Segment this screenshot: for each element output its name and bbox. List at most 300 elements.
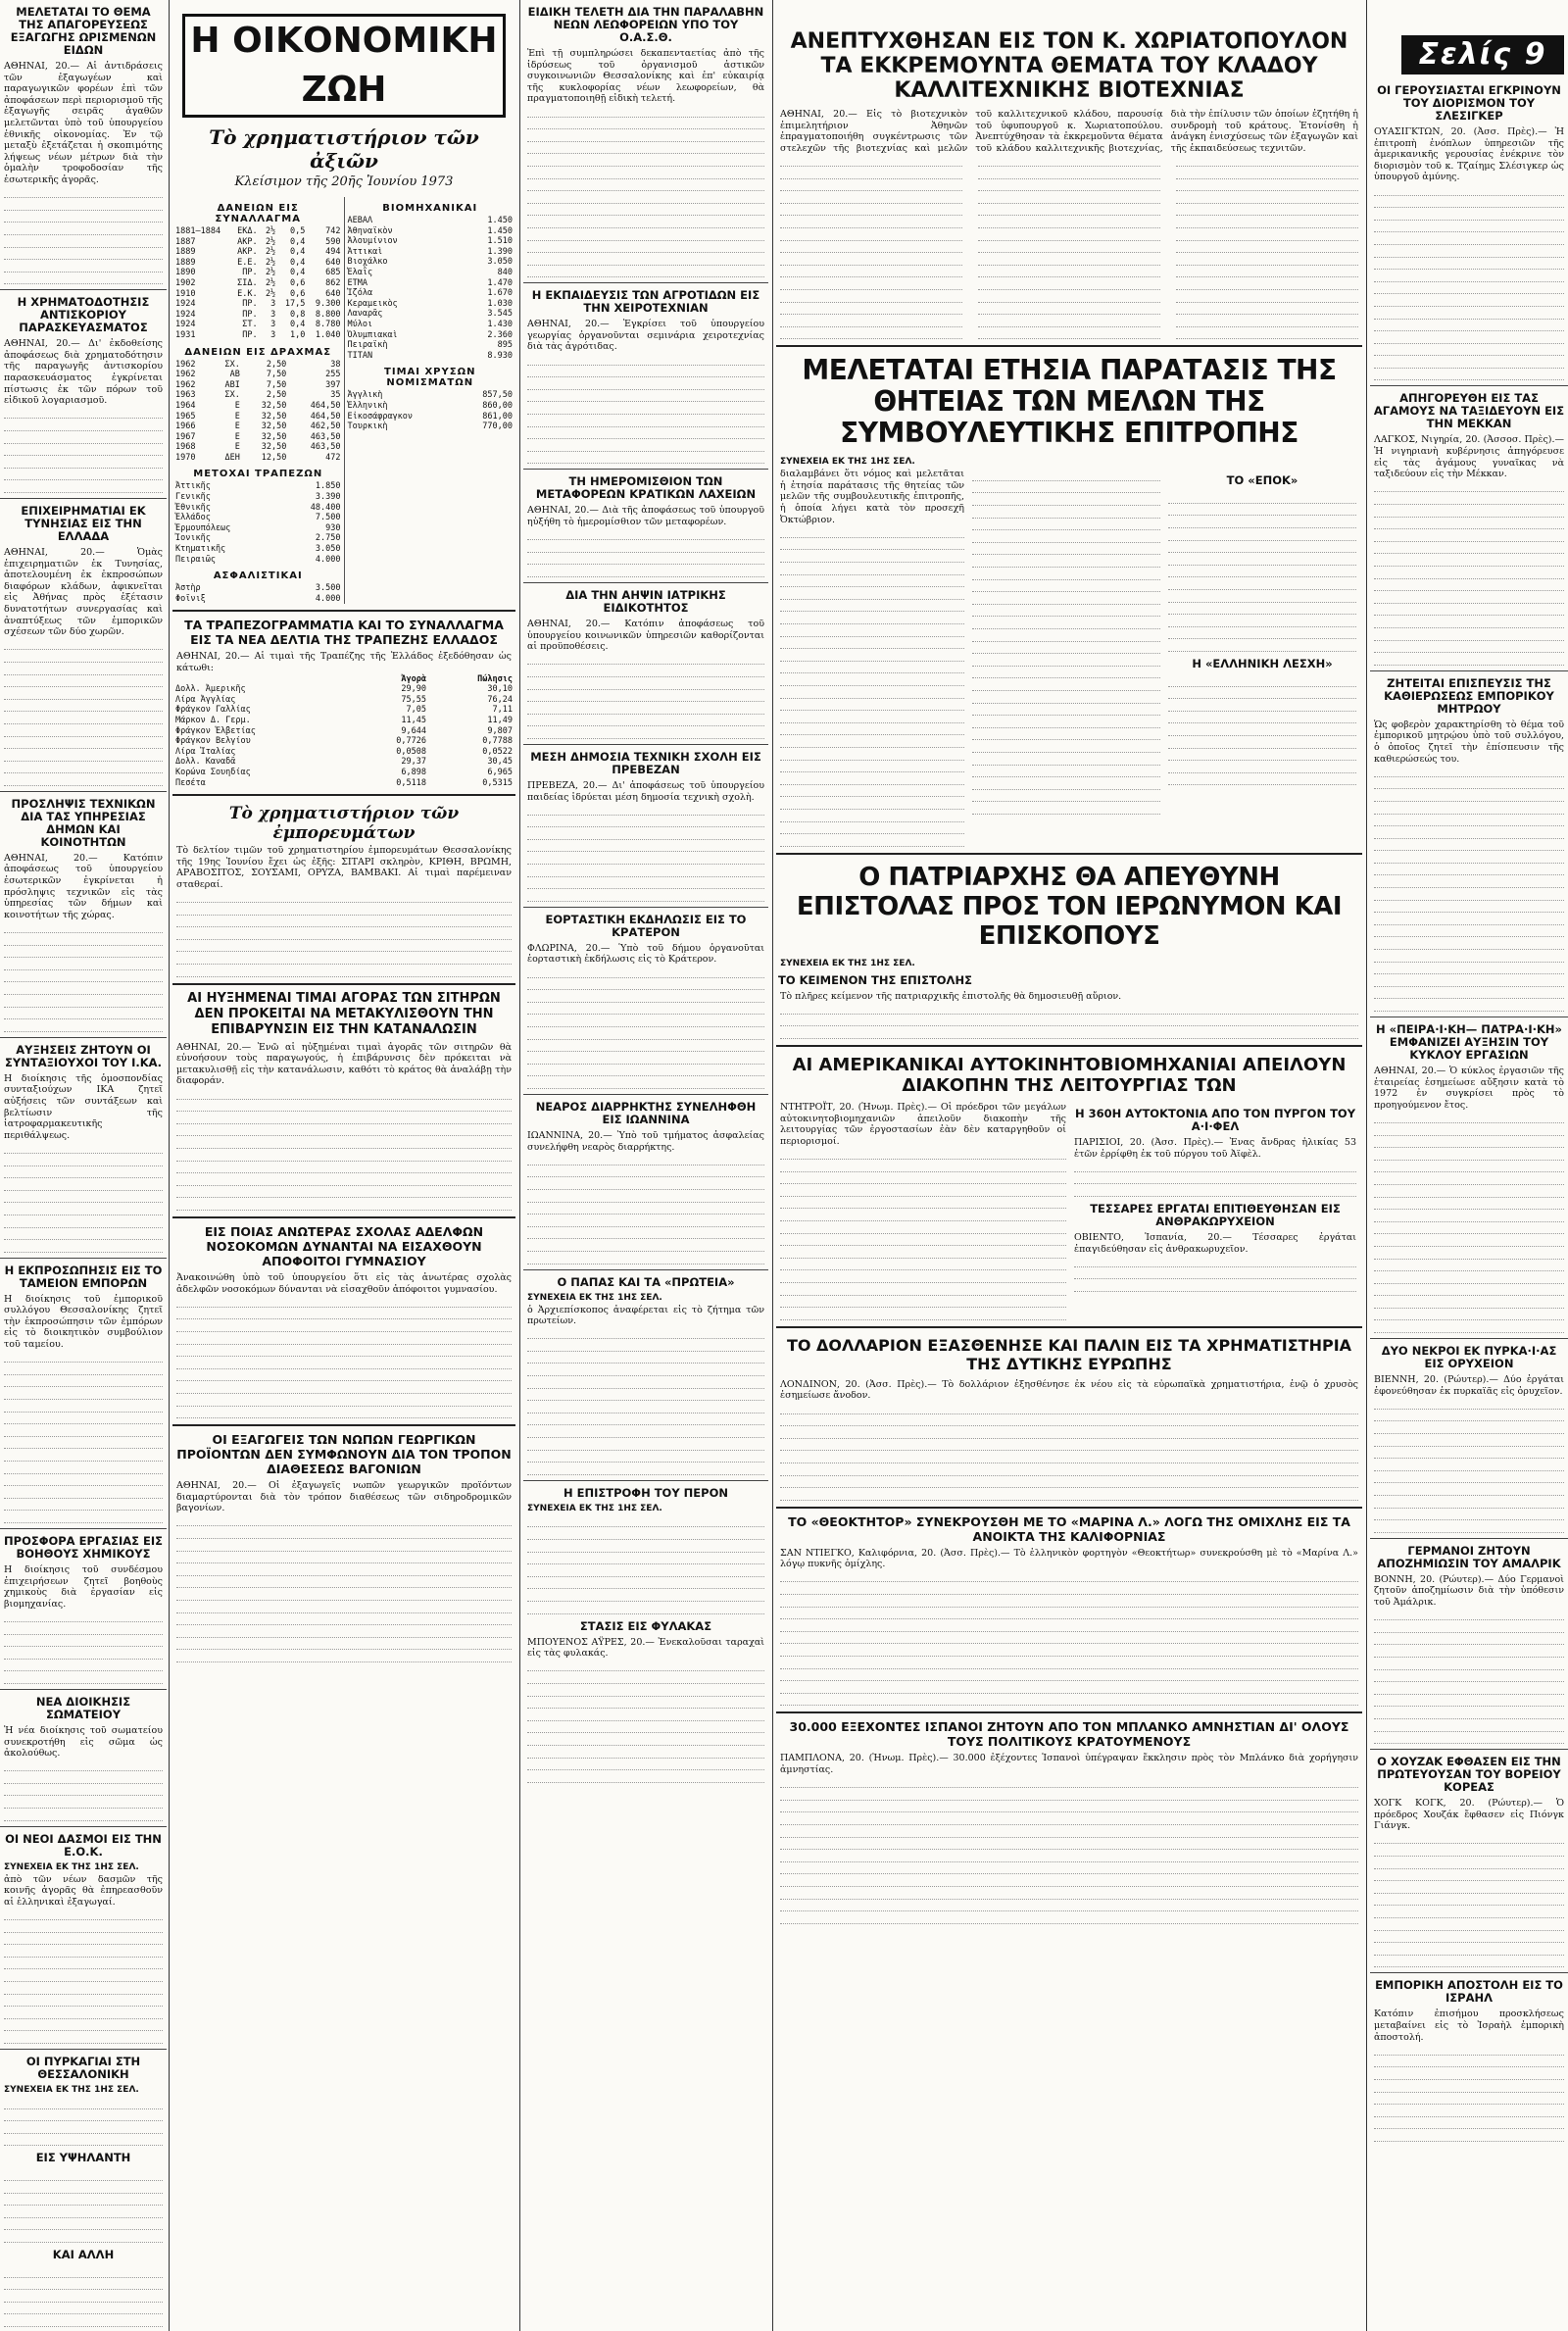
divider xyxy=(523,582,768,583)
headline: Ο ΠΑΤΡΙΑΡΧΗΣ ΘΑ ΑΠΕΥΘΥΝΗ ΕΠΙΣΤΟΛΑΣ ΠΡΟΣ ΤΟΝ ΙΕΡΩΝΥΜΟΝ ΚΑΙ ΕΠΙΣΚΟΠΟΥΣ xyxy=(796,862,1343,951)
stock-right xyxy=(344,197,516,604)
headline: 30.000 ΕΞΕΧΟΝΤΕΣ ΙΣΠΑΝΟΙ ΖΗΤΟΥΝ ΑΠΟ ΤΟΝ ΜΠΛΑΝΚΟ ΑΜΝΗΣΤΙΑΝ ΔΙ' ΟΛΟΥΣ ΤΟΥΣ ΠΟΛΙΤΙΚΟΥΣ ΚΡΑΤΟΥΜΕΝΟΥΣ xyxy=(789,1719,1349,1750)
text-lines xyxy=(4,1141,163,1252)
table-cell: 1.470 xyxy=(487,277,513,288)
table-cell: 7,50 xyxy=(266,370,287,380)
headline: ΤΗ ΗΜΕΡΟΜΙΣΘΙΟΝ ΤΩΝ ΜΕΤΑΦΟΡΕΩΝ ΚΡΑΤΙΚΩΝ ΛΑΧΕΙΩΝ xyxy=(535,474,757,502)
article-text: ὁ Ἀρχιεπίσκοπος ἀναφέρεται εἰς τὸ ζήτημα τῶν πρωτείων. xyxy=(527,1304,764,1327)
table-row xyxy=(345,247,516,258)
table-cell: 464,50 xyxy=(310,400,341,411)
table-cell: ΑΒ xyxy=(229,370,240,380)
table-cell: 1965 xyxy=(175,411,196,422)
column-rule xyxy=(169,0,170,2331)
table-cell: 2.360 xyxy=(487,329,513,340)
text-column xyxy=(1070,1102,1360,1320)
text-lines xyxy=(780,1402,1358,1501)
table-row xyxy=(172,492,344,503)
table-cell: 1963 xyxy=(175,390,196,401)
table-row xyxy=(172,237,344,248)
table-cell: 2½ xyxy=(265,257,276,268)
table-row xyxy=(172,299,344,310)
table-row xyxy=(172,268,344,278)
divider xyxy=(523,282,768,283)
table-cell: 0,7726 xyxy=(396,736,427,747)
table-cell: 30,10 xyxy=(487,684,513,695)
headline: ΤΕΣΣΑΡΕΣ ΕΡΓΑΤΑΙ ΕΠΙΤΙΘΕΥΘΗΣΑΝ ΕΙΣ ΑΝΘΡΑΚΩΡΥΧΕΙΟΝ xyxy=(1090,1202,1341,1229)
text-lines xyxy=(4,407,163,493)
table-cell: ΠΡ. xyxy=(242,299,258,310)
table-cell: 1890 xyxy=(175,268,196,278)
thiteia-body xyxy=(776,469,1362,846)
table-cell: Ἑλλάδος xyxy=(175,513,211,523)
continuation-label: ΣΥΝΕΧΕΙΑ ΕΚ ΤΗΣ 1ΗΣ ΣΕΛ. xyxy=(4,2084,139,2095)
headline: Η ΕΠΙΣΤΡΟΦΗ ΤΟΥ ΠΕΡΟΝ xyxy=(564,1485,728,1500)
divider xyxy=(0,289,167,290)
table-cell: 3.545 xyxy=(487,309,513,320)
text-lines xyxy=(780,154,1358,339)
text-lines xyxy=(1374,1832,1564,1968)
table-cell: 590 xyxy=(325,236,341,247)
table-row xyxy=(172,726,515,737)
column-header: Ἀγορὰ xyxy=(401,673,427,684)
table-row xyxy=(172,583,344,594)
table-cell: 640 xyxy=(325,288,341,299)
article-text: ἀπὸ τῶν νέων δασμῶν τῆς κοινῆς ἀγορᾶς θὰ ἐπηρεασθοῦν αἱ ἐλληνικαὶ ἐξαγωγαί. xyxy=(4,1873,163,1908)
table-cell: 4.000 xyxy=(315,554,341,565)
table-row xyxy=(345,236,516,247)
table-cell: 1931 xyxy=(175,329,196,340)
table-cell: Ἀγγλικὴ xyxy=(347,390,383,401)
subheadline: ΤΟ ΚΕΙΜΕΝΟΝ ΤΗΣ ΕΠΙΣΤΟΛΗΣ xyxy=(778,972,972,987)
table-row xyxy=(172,453,344,464)
table-cell: Γενικῆς xyxy=(175,492,211,503)
table-cell: 860,00 xyxy=(482,400,513,411)
headline: ΜΕΣΗ ΔΗΜΟΣΙΑ ΤΕΧΝΙΚΗ ΣΧΟΛΗ ΕΙΣ ΠΡΕΒΕΖΑΝ xyxy=(530,749,761,776)
table-cell: 3 xyxy=(270,320,276,330)
headline: ΑΙ ΗΥΞΗΜΕΝΑΙ ΤΙΜΑΙ ΑΓΟΡΑΣ ΤΩΝ ΣΙΤΗΡΩΝ ΔΕΝ ΠΡΟΚΕΙΤΑΙ ΝΑ ΜΕΤΑΚΥΛΙΣΘΟΥΝ ΤΗΝ ΕΠΙΒΑΡΥΝΣΙΝ ΕΙΣ ΤΗΝ ΚΑΤΑΝΑΛΩΣΙΝ xyxy=(187,990,501,1037)
text-lines xyxy=(527,966,764,1089)
article-text: ΑΘΗΝΑΙ, 20.— Κατόπιν ἀποφάσεως τοῦ ὑπουργείου κοινωνικῶν ὑπηρεσιῶν καθορίζονται αἱ προϋποθέσεις. xyxy=(527,618,764,653)
table-cell: Ἀττικαὶ xyxy=(347,246,383,257)
table-cell: Φράγκον Βελγίου xyxy=(175,736,251,747)
text-lines xyxy=(176,1295,512,1418)
table-cell: Ἐλαῒς xyxy=(347,267,373,277)
divider xyxy=(523,907,768,908)
table-cell: 48.400 xyxy=(310,502,341,513)
divider xyxy=(0,1037,167,1038)
text-lines xyxy=(176,1514,512,1662)
divider xyxy=(0,791,167,792)
loans-drachma-table xyxy=(172,360,344,464)
headline: ΠΡΟΣΛΗΨΙΣ ΤΕΧΝΙΚΩΝ ΔΙΑ ΤΑΣ ΥΠΗΡΕΣΙΑΣ ΔΗΜΩΝ ΚΑΙ ΚΟΙΝΟΤΗΤΩΝ xyxy=(11,796,156,849)
table-cell: 1887 xyxy=(175,236,196,247)
table-row xyxy=(172,768,515,778)
table-cell: Ε xyxy=(234,411,240,422)
section-masthead: Η ΟΙΚΟΝΟΜΙΚΗ ΖΩΗ xyxy=(182,14,506,118)
table-title: ΑΣΦΑΛΙΣΤΙΚΑΙ xyxy=(213,570,303,582)
table-row xyxy=(345,278,516,289)
table-cell: 1.670 xyxy=(487,288,513,299)
divider xyxy=(523,1094,768,1095)
text-column xyxy=(968,469,1164,846)
table-row xyxy=(172,523,344,534)
table-cell: 1968 xyxy=(175,442,196,453)
table-cell: 2½ xyxy=(265,268,276,278)
table-cell: 464,50 xyxy=(310,411,341,422)
table-row xyxy=(345,412,516,422)
table-title: ΔΑΝΕΙΩΝ ΕΙΣ ΣΥΝΑΛΛΑΓΜΑ xyxy=(215,203,301,224)
table-cell: 1902 xyxy=(175,277,196,288)
section-subtitle: Τὸ χρηματιστήριον τῶν ἀξιῶν xyxy=(209,125,479,173)
table-cell: 3 xyxy=(270,329,276,340)
table-row xyxy=(172,705,515,716)
article-text: ΒΟΝΝΗ, 20. (Ρώυτερ).— Δύο Γερμανοὶ ζητοῦν ἀποζημίωσιν διὰ τὴν ὑπόθεσιν τοῦ Ἀμάλρικ. xyxy=(1374,1573,1564,1608)
divider xyxy=(172,794,515,796)
table-cell: Φράγκον Γαλλίας xyxy=(175,705,251,716)
table-cell: ΣΤ. xyxy=(242,320,258,330)
table-cell: 1910 xyxy=(175,288,196,299)
table-cell: 1962 xyxy=(175,370,196,380)
section-date: Κλείσιμον τῆς 20ῆς Ἰουνίου 1973 xyxy=(234,174,454,189)
table-row xyxy=(172,503,344,514)
text-lines xyxy=(1374,480,1564,666)
table-cell: 12,50 xyxy=(261,452,287,463)
article-text: ΑΘΗΝΑΙ, 20.— Αἱ τιμαὶ τῆς Τραπέζης τῆς Ἑλλάδος ἐξεδόθησαν ὡς κάτωθι: xyxy=(176,651,512,673)
divider xyxy=(776,1045,1362,1047)
table-title: ΤΙΜΑΙ ΧΡΥΣΩΝ ΝΟΜΙΣΜΑΤΩΝ xyxy=(384,367,476,389)
text-lines xyxy=(1168,491,1356,652)
headline: ΑΠΗΓΟΡΕΥΘΗ ΕΙΣ ΤΑΣ ΑΓΑΜΟΥΣ ΝΑ ΤΑΞΙΔΕΥΟΥΝ ΕΙΣ ΤΗΝ ΜΕΚΚΑΝ xyxy=(1373,391,1565,431)
table-cell: 32,50 xyxy=(261,442,287,453)
text-lines xyxy=(1374,1111,1564,1333)
headline: ΔΥΟ ΝΕΚΡΟΙ ΕΚ ΠΥΡΚΑ·Ι·ΑΣ ΕΙΣ ΟΡΥΧΕΙΟΝ xyxy=(1381,1344,1557,1371)
table-row xyxy=(172,757,515,768)
table-cell: ΠΡ. xyxy=(242,309,258,320)
table-cell: 463,50 xyxy=(310,442,341,453)
article-text: ΑΘΗΝΑΙ, 20.— Οἱ ἐξαγωγεῖς νωπῶν γεωργικῶν προϊόντων διαμαρτύρονται διὰ τὸν τρόπον διαθέσεως τῶν σιδηροδρομικῶν βαγονίων. xyxy=(176,1480,512,1514)
table-cell: 1881—1884 xyxy=(175,226,221,236)
table-cell: 1962 xyxy=(175,359,196,370)
table-row xyxy=(172,330,344,341)
text-lines xyxy=(527,803,764,902)
table-row xyxy=(345,340,516,351)
divider xyxy=(1370,670,1568,671)
table-cell: 0,4 xyxy=(290,257,306,268)
table-cell: ΑΚΡ. xyxy=(237,236,258,247)
headline: ΓΕΡΜΑΝΟΙ ΖΗΤΟΥΝ ΑΠΟΖΗΜΙΩΣΙΝ ΤΟΥ ΑΜΑΛΡΙΚ xyxy=(1377,1543,1561,1570)
table-cell: ΠΡ. xyxy=(242,329,258,340)
divider xyxy=(0,1826,167,1827)
table-cell: 4.000 xyxy=(315,593,341,604)
table-title: ΔΑΝΕΙΩΝ ΕΙΣ ΔΡΑΧΜΑΣ xyxy=(184,346,332,358)
column-4 xyxy=(776,0,1362,2331)
text-lines xyxy=(4,2168,163,2243)
table-cell: Δολλ. Ἀμερικῆς xyxy=(175,684,246,695)
table-cell: Ἰζόλα xyxy=(347,288,373,299)
table-cell: 0,7788 xyxy=(482,736,513,747)
article-text: ΑΘΗΝΑΙ, 20.— Δι' ἐκδοθείσης ἀποφάσεως διὰ χρηματοδότησιν τῆς παραγωγῆς ἀντισκορίου παρασκευάσματος ἐγκρίνεται πίστωσις ἐκ τῶν πόρων τοῦ εἰδικοῦ λογαριασμοῦ. xyxy=(4,338,163,407)
subheadline: ΣΤΑΣΙΣ ΕΙΣ ΦΥΛΑΚΑΣ xyxy=(579,1618,712,1633)
table-cell: Ἀττικῆς xyxy=(175,481,211,492)
divider xyxy=(776,1507,1362,1509)
divider xyxy=(523,1269,768,1270)
table-cell: Κορώνα Σουηδίας xyxy=(175,767,251,777)
text-column xyxy=(776,1102,1070,1320)
table-cell: 0,0508 xyxy=(396,746,427,757)
headline: ΕΟΡΤΑΣΤΙΚΗ ΕΚΔΗΛΩΣΙΣ ΕΙΣ ΤΟ ΚΡΑΤΕΡΟΝ xyxy=(545,912,747,939)
article-text: ΛΟΝΔΙΝΟΝ, 20. (Ἀσσ. Πρὲς).— Τὸ δολλάριον ἐξησθένησε ἐκ νέου εἰς τὰ εὐρωπαϊκὰ χρηματιστήρια, ἐνῷ ὁ χρυσὸς ἐσημείωσε ἄνοδον. xyxy=(780,1378,1358,1402)
table-row xyxy=(172,594,344,605)
table-cell: 472 xyxy=(325,452,341,463)
article-text: Ἡ νέα διοίκησις τοῦ σωματείου συνεκροτήθη εἰς σῶμα ὡς ἀκολούθως. xyxy=(4,1724,163,1760)
text-lines xyxy=(1074,1255,1356,1292)
table-cell: 640 xyxy=(325,257,341,268)
headline: ΟΙ ΕΞΑΓΩΓΕΙΣ ΤΩΝ ΝΩΠΩΝ ΓΕΩΡΓΙΚΩΝ ΠΡΟΪΟΝΤΩΝ ΔΕΝ ΣΥΜΦΩΝΟΥΝ ΔΙΑ ΤΟΝ ΤΡΟΠΟΝ ΔΙΑΘΕΣΕΩΣ ΒΑΓΟΝΙΩΝ xyxy=(176,1432,512,1477)
article-text: ΠΑΡΙΣΙΟΙ, 20. (Ἀσσ. Πρὲς).— Ἐνας ἄνδρας ἡλικίας 53 ἐτῶν ἐρρίφθη ἐκ τοῦ πύργου τοῦ Ἀϊφὲλ. xyxy=(1074,1137,1356,1160)
table-cell: 857,50 xyxy=(482,390,513,401)
divider xyxy=(776,345,1362,347)
divider xyxy=(523,744,768,745)
divider xyxy=(1370,1972,1568,1973)
table-row xyxy=(345,257,516,268)
column-rule xyxy=(772,0,773,2331)
table-cell: 17,5 xyxy=(284,299,306,310)
text-lines xyxy=(1168,674,1356,785)
article-text: ΟΒΙΕΝΤΟ, Ἱσπανία, 20.— Τέσσαρες ἐργάται ἐπαγιδεύθησαν εἰς ἀνθρακωρυχεῖον. xyxy=(1074,1232,1356,1255)
table-row xyxy=(172,401,344,412)
table-cell: 9.300 xyxy=(315,299,341,310)
table-cell: 930 xyxy=(325,522,341,533)
text-column xyxy=(776,469,968,846)
table-row xyxy=(172,442,344,453)
table-cell: Λίρα Ἰταλίας xyxy=(175,746,236,757)
table-cell: Φοῖνιξ xyxy=(175,593,206,604)
table-cell: Ἑρμουπόλεως xyxy=(175,522,231,533)
exchange-rates-table xyxy=(172,674,515,789)
continuation-label: ΣΥΝΕΧΕΙΑ ΕΚ ΤΗΣ 1ΗΣ ΣΕΛ. xyxy=(527,1292,662,1303)
continuation-label: ΣΥΝΕΧΕΙΑ ΕΚ ΤΗΣ 1ΗΣ ΣΕΛ. xyxy=(780,457,915,468)
headline: ΕΙΣ ΠΟΙΑΣ ΑΝΩΤΕΡΑΣ ΣΧΟΛΑΣ ΑΔΕΛΦΩΝ ΝΟΣΟΚΟΜΩΝ ΔΥΝΑΝΤΑΙ ΝΑ ΕΙΣΑΧΘΟΥΝ ΑΠΟΦΟΙΤΟΙ ΓΥΜΝΑΣΙΟΥ xyxy=(204,1223,484,1268)
text-lines xyxy=(4,2097,163,2146)
table-cell: 3.050 xyxy=(315,544,341,555)
article-text: ΑΘΗΝΑΙ, 20.— Ἐνῶ αἱ ηὐξημέναι τιμαὶ ἀγορᾶς τῶν σιτηρῶν θὰ εὐνοήσουν τοὺς παραγωγούς, ἡ ἐπιβάρυνσις δὲν πρόκειται νὰ μετακυλισθῇ εἰς τὴν κατανάλωσιν, καθότι τὸ κράτος θὰ ἀναλάβῃ τὴν διαφοράν. xyxy=(176,1041,512,1087)
text-lines xyxy=(527,105,764,277)
table-row xyxy=(345,309,516,320)
text-lines xyxy=(4,920,163,1031)
table-cell: Ἑλληνικὴ xyxy=(347,400,388,411)
divider xyxy=(776,1326,1362,1328)
text-lines-block xyxy=(776,154,1362,339)
table-cell: 2½ xyxy=(265,226,276,236)
table-row xyxy=(172,422,344,432)
text-lines xyxy=(1374,2043,1564,2142)
table-cell: 2,50 xyxy=(266,390,287,401)
table-row xyxy=(172,513,344,523)
table-row xyxy=(172,310,344,321)
table-cell: 0,4 xyxy=(290,268,306,278)
table-cell: 1967 xyxy=(175,431,196,442)
auto-body xyxy=(776,1102,1362,1320)
divider xyxy=(1370,1338,1568,1339)
table-row xyxy=(172,247,344,258)
headline: Η ΕΚΠΡΟΣΩΠΗΣΙΣ ΕΙΣ ΤΟ ΤΑΜΕΙΟΝ ΕΜΠΟΡΩΝ xyxy=(4,1263,163,1290)
table-cell: Ε.Ε. xyxy=(237,257,258,268)
table-cell: 2.750 xyxy=(315,533,341,544)
headline: Η ΕΚΠΑΙΔΕΥΣΙΣ ΤΩΝ ΑΓΡΟΤΙΔΩΝ ΕΙΣ ΤΗΝ ΧΕΙΡΟΤΕΧΝΙΑΝ xyxy=(531,288,760,316)
text-lines xyxy=(780,525,964,846)
divider xyxy=(776,853,1362,855)
article-text: Ἐπὶ τῇ συμπληρώσει δεκαπενταετίας ἀπὸ τῆς ἱδρύσεως τοῦ ὀργανισμοῦ ἀστικῶν συγκοινωνιῶν Θεσσαλονίκης καὶ ἐπ' εὐκαιρίᾳ τῆς κυκλοφορίας νέων λεωφορείων, θὰ πραγματοποιηθῇ εἰδικὴ τελετή. xyxy=(527,48,764,105)
table-cell: 11,45 xyxy=(401,715,427,725)
table-row xyxy=(345,390,516,401)
text-lines xyxy=(527,1327,764,1475)
table-row xyxy=(345,330,516,341)
table-row xyxy=(172,684,515,695)
column-2 xyxy=(172,0,515,2331)
headline: ΟΙ ΠΥΡΚΑΓΙΑΙ ΣΤΗ ΘΕΣΣΑΛΟΝΙΚΗ xyxy=(25,2054,141,2081)
table-cell: 0,6 xyxy=(290,288,306,299)
subheadline: ΤΟ «ΕΠΟΚ» xyxy=(1226,473,1298,488)
table-cell: 1.430 xyxy=(487,319,513,329)
table-cell: ΠΡ. xyxy=(242,268,258,278)
subheadline: ΕΙΣ ΥΨΗΛΑΝΤΗ xyxy=(35,2151,131,2165)
article-text: ΑΘΗΝΑΙ, 20.— Διὰ τῆς ἀποφάσεως τοῦ ὑπουργοῦ ηὐξήθη τὸ ἡμερομίσθιον τῶν μεταφορέων. xyxy=(527,505,764,527)
text-lines xyxy=(780,1776,1358,1924)
headline: Η ΧΡΗΜΑΤΟΔΟΤΗΣΙΣ ΑΝΤΙΣΚΟΡΙΟΥ ΠΑΡΑΣΚΕΥΑΣΜΑΤΟΣ xyxy=(17,295,150,335)
article-text: Τὸ πλῆρες κείμενον τῆς πατριαρχικῆς ἐπιστολῆς θὰ δημοσιευθῇ αὔριον. xyxy=(780,990,1122,1002)
text-lines xyxy=(1374,1397,1564,1533)
table-cell: Μύλοι xyxy=(347,319,373,329)
table-cell: 7,05 xyxy=(406,705,427,716)
text-lines xyxy=(780,1002,1358,1039)
table-cell: Τουρκικὴ xyxy=(347,422,388,432)
divider xyxy=(1370,385,1568,386)
gold-coins-table xyxy=(345,390,516,431)
table-row xyxy=(345,299,516,310)
table-cell: 32,50 xyxy=(261,422,287,432)
table-cell: 1,0 xyxy=(290,329,306,340)
article-text: ΦΛΩΡΙΝΑ, 20.— Ὑπὸ τοῦ δήμου ὀργανοῦται ἑορταστικὴ ἐκδήλωσις εἰς τὸ Κράτερον. xyxy=(527,942,764,966)
table-cell: 0,8 xyxy=(290,309,306,320)
table-cell: 7,50 xyxy=(266,379,287,390)
table-cell: 397 xyxy=(325,379,341,390)
article-text: ΑΘΗΝΑΙ, 20.— Εἰς τὸ βιοτεχνικὸν ἐπιμελητήριον Ἀθηνῶν ἐπραγματοποιήθη συγκέντρωσις τῶν στελεχῶν τῆς βιοτεχνίας καὶ μελῶν τοῦ καλλιτεχνικοῦ κλάδου, παρουσίᾳ τοῦ ὑφυπουργοῦ κ. Χωριατοπούλου. Ἀνεπτύχθησαν τὰ ἐκκρεμοῦντα θέματα τοῦ κλάδου καλλιτεχνικῆς βιοτεχνίας, διὰ τὴν ἐπίλυσιν τῶν ὁποίων ἐζητήθη ἡ συνδρομὴ τοῦ κράτους. Ἐτονίσθη ἡ ἀνάγκη ἐνισχύσεως τῶν ἐξαγωγῶν καὶ τῆς ἐκπαιδεύσεως τεχνιτῶν. xyxy=(780,109,1358,154)
table-cell: 1889 xyxy=(175,247,196,258)
divider xyxy=(172,610,515,612)
table-cell: Ἀστὴρ xyxy=(175,583,201,594)
table-cell: Κτηματικῆς xyxy=(175,544,226,555)
table-cell: 462,50 xyxy=(310,422,341,432)
headline: ΑΝΕΠΤΥΧΘΗΣΑΝ ΕΙΣ ΤΟΝ Κ. ΧΩΡΙΑΤΟΠΟΥΛΟΝ ΤΑ ΕΚΚΡΕΜΟΥΝΤΑ ΘΕΜΑΤΑ ΤΟΥ ΚΛΑΔΟΥ ΚΑΛΛΙΤΕΧΝΙΚΗΣ ΒΙΟΤΕΧΝΙΑΣ xyxy=(790,29,1348,103)
table-row xyxy=(345,320,516,330)
table-row xyxy=(345,422,516,432)
table-cell: Εἰκοσάφραγκον xyxy=(347,411,414,422)
article-text: ΑΘΗΝΑΙ, 20.— Αἱ ἀντιδράσεις τῶν ἐξαγωγέων καὶ παραγωγικῶν φορέων ἐπὶ τῶν ἀποφάσεων περὶ περιορισμοῦ τῆς ἐξαγωγῆς σειρᾶς ἀγαθῶν μελετῶνται ὑπὸ τοῦ ὑπουργείου ἐθνικῆς οἰκονομίας. Ἐν τῷ μεταξὺ ἐξετάζεται ἡ σκοπιμότης λήψεως νέων μέτρων διὰ τὴν ὁμαλὴν τροφοδοσίαν τῆς ἐσωτερικῆς ἀγορᾶς. xyxy=(4,61,163,185)
table-cell: 30,45 xyxy=(487,757,513,768)
table-cell: 2½ xyxy=(265,277,276,288)
table-row xyxy=(172,481,344,492)
table-row xyxy=(172,747,515,758)
table-cell: 2,50 xyxy=(266,359,287,370)
text-lines xyxy=(1374,1609,1564,1745)
headline: ΠΡΟΣΦΟΡΑ ΕΡΓΑΣΙΑΣ ΕΙΣ ΒΟΗΘΟΥΣ ΧΗΜΙΚΟΥΣ xyxy=(4,1533,163,1561)
table-header-row xyxy=(172,674,515,685)
table-cell: 1962 xyxy=(175,379,196,390)
table-cell: Ἐθνικῆς xyxy=(175,502,211,513)
table-row xyxy=(345,268,516,278)
table-cell: 463,50 xyxy=(310,431,341,442)
table-row xyxy=(345,351,516,362)
headline: Η 360Η ΑΥΤΟΚΤΟΝΙΑ ΑΠΟ ΤΟΝ ΠΥΡΓΟΝ ΤΟΥ Α·Ι·ΦΕΛ xyxy=(1074,1107,1356,1134)
table-cell: Βιοχάλκο xyxy=(347,257,388,268)
table-cell: 0,0522 xyxy=(482,746,513,757)
table-cell: 1964 xyxy=(175,400,196,411)
table-row xyxy=(345,226,516,237)
table-cell: 685 xyxy=(325,268,341,278)
table-row xyxy=(172,736,515,747)
stock-tables xyxy=(172,197,515,604)
table-cell: Ε xyxy=(234,431,240,442)
divider xyxy=(0,1258,167,1259)
table-cell: 895 xyxy=(497,340,513,351)
table-cell: 770,00 xyxy=(482,422,513,432)
headline: ΝΕΑΡΟΣ ΔΙΑΡΡΗΚΤΗΣ ΣΥΝΕΛΗΦΘΗ ΕΙΣ ΙΩΑΝΝΙΝΑ xyxy=(535,1099,757,1126)
headline: ΔΙΑ ΤΗΝ ΑΗΨΙΝ ΙΑΤΡΙΚΗΣ ΕΙΔΙΚΟΤΗΤΟΣ xyxy=(565,587,726,615)
table-cell: ΕΚΔ. xyxy=(237,226,258,236)
table-cell: Ε xyxy=(234,400,240,411)
article-text: ΒΙΕΝΝΗ, 20. (Ρώυτερ).— Δύο ἐργάται ἐφονεύθησαν ἐκ πυρκαϊᾶς εἰς ὀρυχεῖον. xyxy=(1374,1374,1564,1397)
subheadline: Η «ΕΛΛΗΝΙΚΗ ΛΕΣΧΗ» xyxy=(1192,657,1333,670)
table-cell: 1.390 xyxy=(487,246,513,257)
table-cell: 2½ xyxy=(265,288,276,299)
table-cell: 494 xyxy=(325,247,341,258)
column-1 xyxy=(0,0,167,2331)
table-cell: 1924 xyxy=(175,320,196,330)
article-text: ΑΘΗΝΑΙ, 20.— Ὁμὰς ἐπιχειρηματιῶν ἐκ Τυνησίας, ἀποτελουμένη ἐκ ἐκπροσώπων διαφόρων κλάδων, ἀφικνεῖται εἰς Ἀθήνας πρὸς ἐξέτασιν δυνατοτήτων συνεργασίας καὶ ἀναπτύξεως τῶν ἐμπορικῶν σχέσεων τῶν δύο χωρῶν. xyxy=(4,547,163,638)
table-cell: Ε xyxy=(234,442,240,453)
table-row xyxy=(172,778,515,789)
divider xyxy=(0,498,167,499)
text-lines xyxy=(527,1660,764,1783)
headline: ΕΜΠΟΡΙΚΗ ΑΠΟΣΤΟΛΗ ΕΙΣ ΤΟ ΙΣΡΑΗΛ xyxy=(1375,1978,1563,2006)
column-header: Πώλησις xyxy=(477,673,513,684)
article-text: Ἀνακοινώθη ὑπὸ τοῦ ὑπουργείου ὅτι εἰς τὰς ἀνωτέρας σχολὰς ἀδελφῶν νοσοκόμων δύνανται νὰ εἰσαχθοῦν ἀπόφοιτοι γυμνασίου. xyxy=(176,1271,512,1295)
headline: Ο ΧΟΥΖΑΚ ΕΦΘΑΣΕΝ ΕΙΣ ΤΗΝ ΠΡΩΤΕΥΟΥΣΑΝ ΤΟΥ ΒΟΡΕΙΟΥ ΚΟΡΕΑΣ xyxy=(1377,1755,1561,1795)
article-text: Η διοίκησις τῆς ὁμοσπονδίας συνταξιούχων ΙΚΑ ζητεῖ αὐξήσεις τῶν συντάξεων καὶ βελτίωσιν τῆς ἰατροφαρμακευτικῆς περιθάλψεως. xyxy=(4,1072,163,1141)
table-cell: 76,24 xyxy=(487,694,513,705)
headline: ΜΕΛΕΤΑΤΑΙ ΕΤΗΣΙΑ ΠΑΡΑΤΑΣΙΣ ΤΗΣ ΘΗΤΕΙΑΣ ΤΩΝ ΜΕΛΩΝ ΤΗΣ ΣΥΜΒΟΥΛΕΥΤΙΚΗΣ ΕΠΙΤΡΟΠΗΣ xyxy=(802,354,1337,450)
table-cell: ΣΧ. xyxy=(224,359,240,370)
table-cell: 11,49 xyxy=(487,715,513,725)
text-lines xyxy=(4,1610,163,1684)
table-row xyxy=(172,320,344,330)
table-cell: Πειραιῶς xyxy=(175,554,216,565)
table-cell: Ἰονικῆς xyxy=(175,533,211,544)
table-cell: 862 xyxy=(325,277,341,288)
headline: ΑΥΞΗΣΕΙΣ ΖΗΤΟΥΝ ΟΙ ΣΥΝΤΑΞΙΟΥΧΟΙ ΤΟΥ Ι.ΚΑ. xyxy=(5,1042,162,1069)
table-cell: 6,898 xyxy=(401,767,427,777)
table-cell: 0,5315 xyxy=(482,777,513,788)
article-text: ΠΑΜΠΛΟΝΑ, 20. (Ἠνωμ. Πρὲς).— 30.000 ἐξέχοντες Ἱσπανοὶ ὑπέγραψαν ἔκκλησιν πρὸς τὸν Μπλάνκο διὰ χορήγησιν ἀμνηστίας. xyxy=(780,1753,1358,1775)
text-lines xyxy=(176,891,512,977)
headline: ΑΙ ΑΜΕΡΙΚΑΝΙΚΑΙ ΑΥΤΟΚΙΝΗΤΟΒΙΟΜΗΧΑΝΙΑΙ ΑΠΕΙΛΟΥΝ ΔΙΑΚΟΠΗΝ ΤΗΣ ΛΕΙΤΟΥΡΓΙΑΣ ΤΩΝ xyxy=(792,1055,1347,1097)
text-lines xyxy=(4,186,163,285)
text-lines xyxy=(527,528,764,577)
article-text: Τὸ δελτίον τιμῶν τοῦ χρηματιστηρίου ἐμπορευμάτων Θεσσαλονίκης τῆς 19ης Ἰουνίου ἔχει ὡς ἑξῆς: ΣΙΤΑΡΙ σκληρὸν, ΚΡΙΘΗ, ΒΡΩΜΗ, ΑΡΑΒΟΣΙΤΟΣ, ΣΟΥΣΑΜΙ, ΟΡΥΖΑ, ΒΑΜΒΑΚΙ. Αἱ τιμαὶ παρέμειναν σταθεραί. xyxy=(176,845,512,890)
article-text: ΛΑΓΚΟΣ, Νιγηρία, 20. (Ἀσσοσ. Πρὲς).— Ἡ νιγηριανὴ κυβέρνησις ἀπηγόρευσε εἰς τὰς ἀγάμους γυναῖκας νὰ ταξιδεύουν εἰς τὴν Μέκκαν. xyxy=(1374,434,1564,480)
table-cell: 0,4 xyxy=(290,236,306,247)
table-cell: Λαναρᾶς xyxy=(347,309,383,320)
